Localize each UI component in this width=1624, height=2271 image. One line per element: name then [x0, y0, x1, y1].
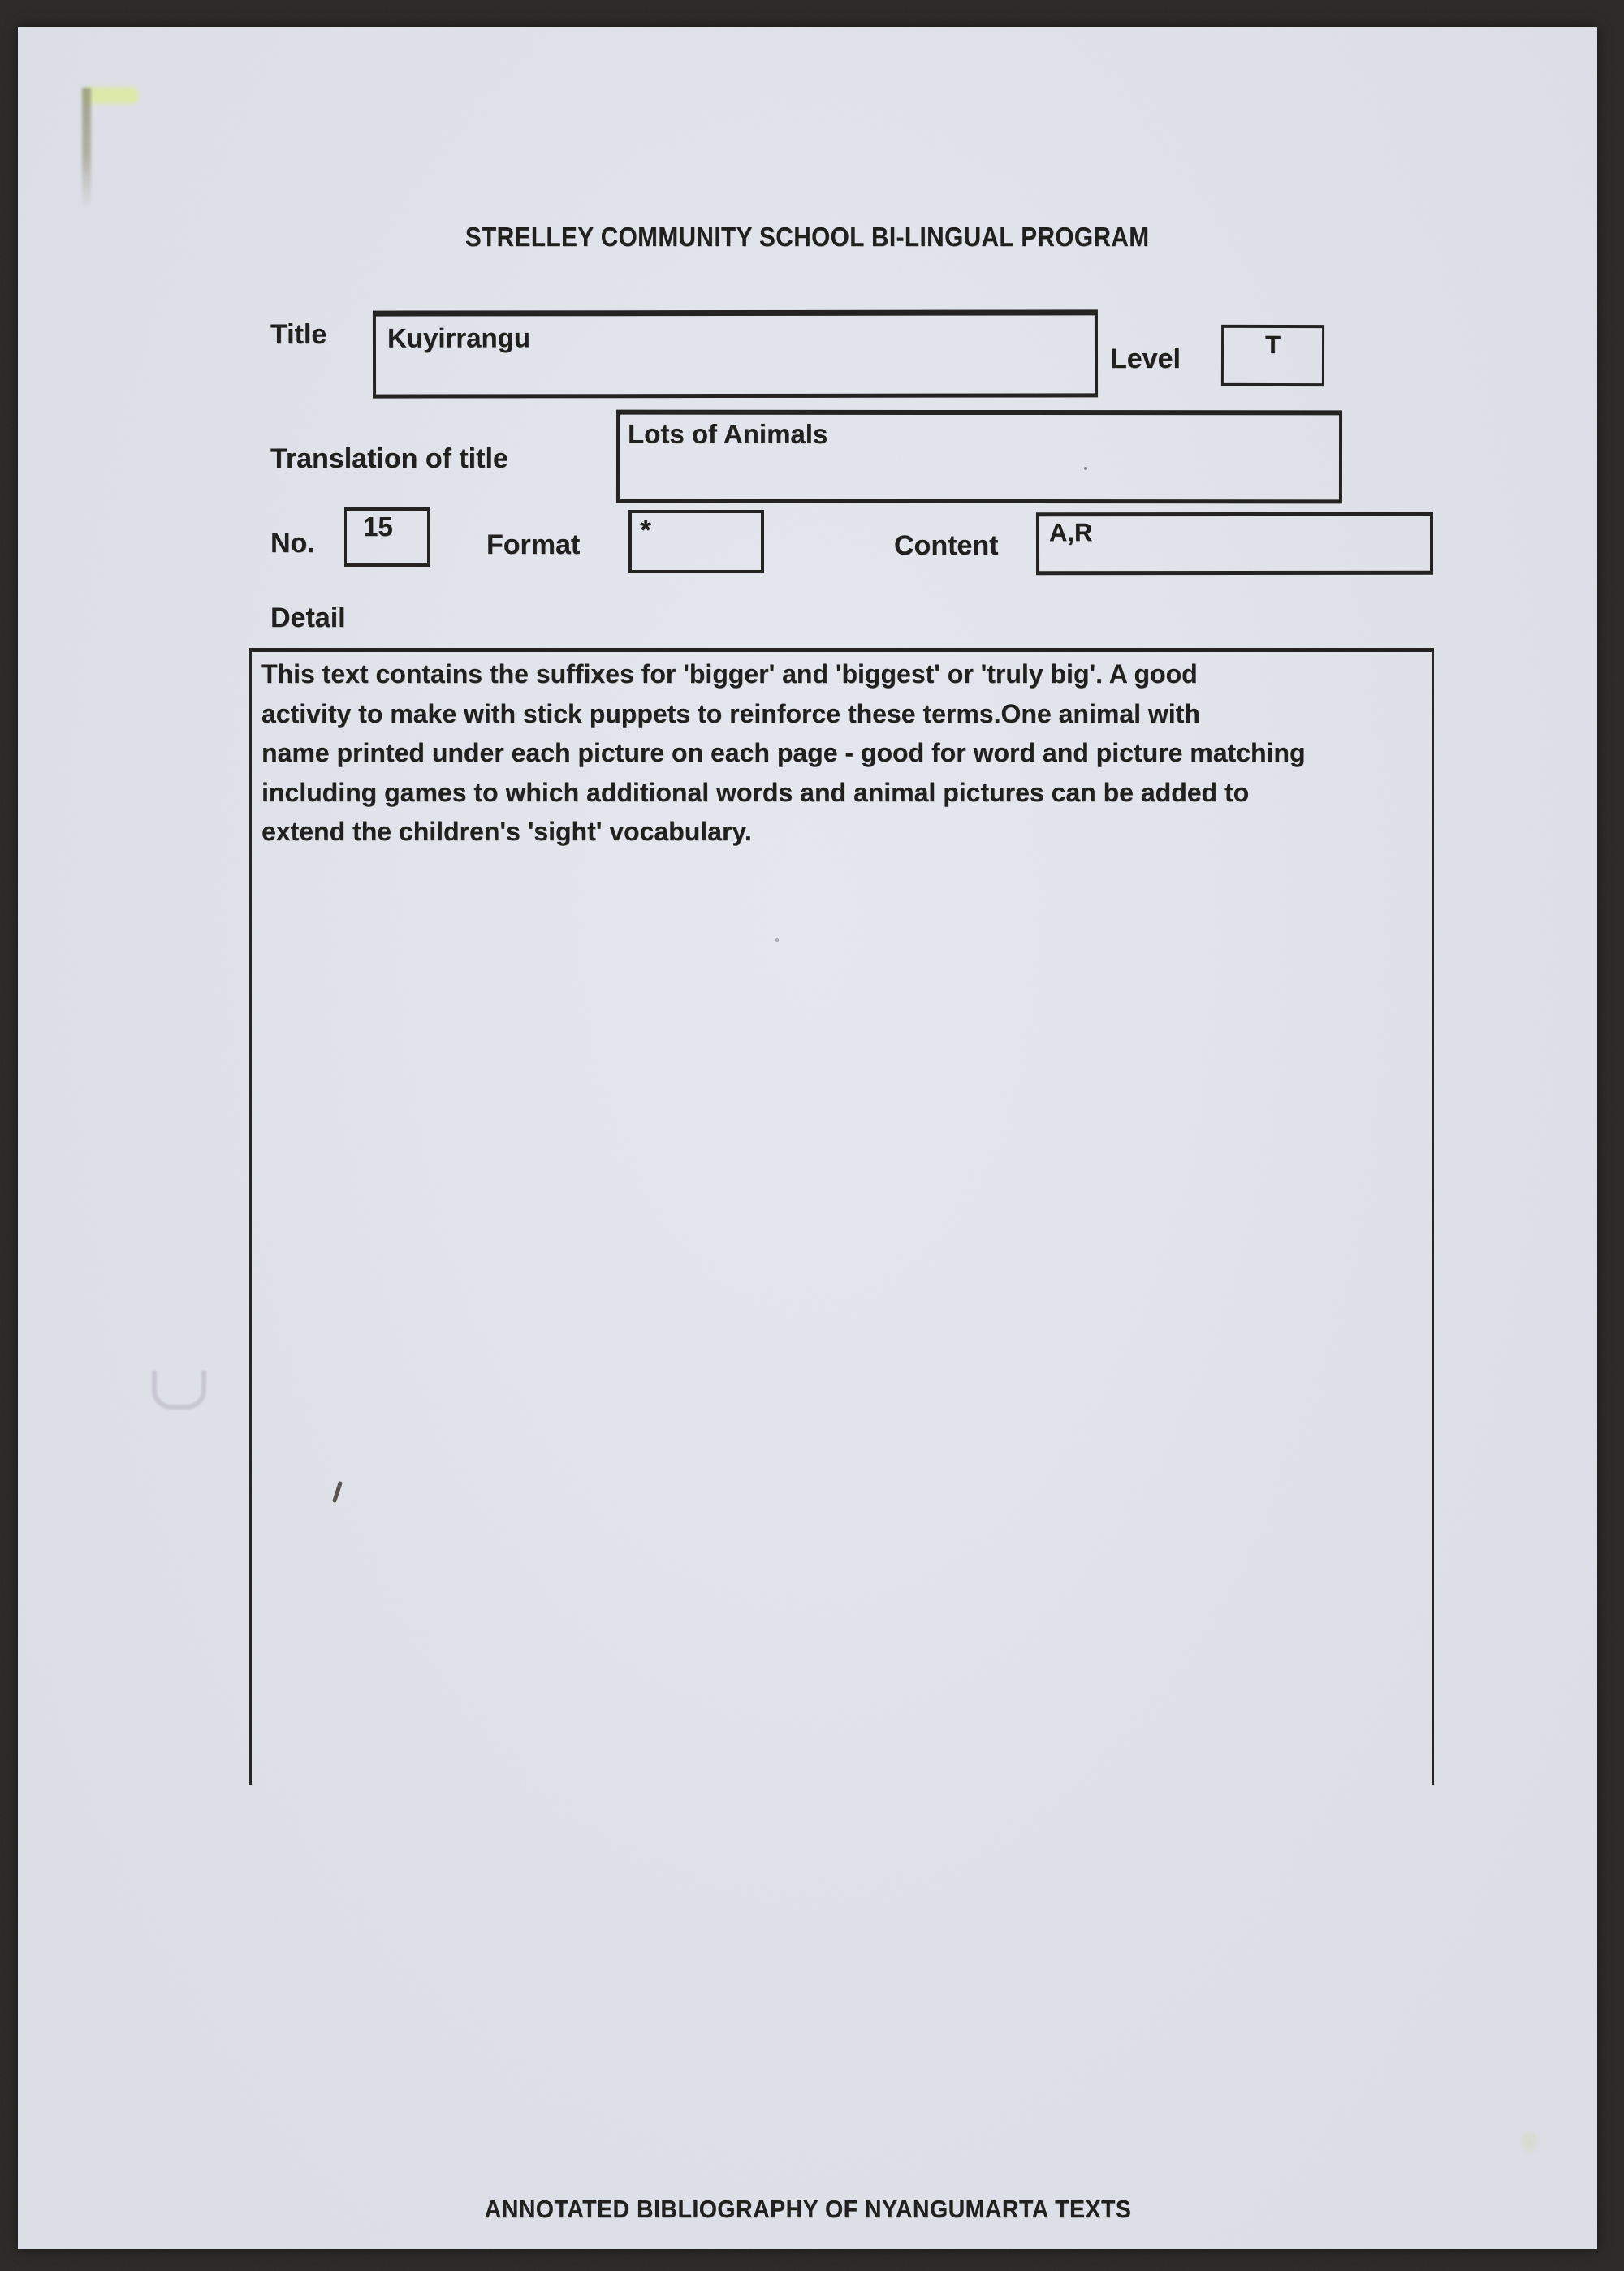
level-field-box — [1221, 325, 1324, 386]
pencil-mark — [152, 1371, 206, 1410]
document-footer-text: ANNOTATED BIBLIOGRAPHY OF NYANGUMARTA TEXTS — [484, 2195, 1131, 2223]
no-value: 15 — [363, 512, 393, 542]
format-label: Format — [486, 529, 581, 560]
format-field-box — [628, 510, 764, 573]
no-label: No. — [270, 528, 315, 559]
content-value: A,R — [1048, 518, 1093, 547]
level-value: T — [1265, 330, 1281, 360]
highlighter-stroke — [82, 88, 91, 209]
title-field-box — [373, 309, 1098, 398]
document-footer — [18, 2195, 1597, 2224]
content-label: Content — [894, 530, 999, 561]
highlighter-mark — [83, 87, 138, 104]
no-field-box — [344, 507, 430, 567]
content-field-box — [1036, 512, 1433, 575]
title-label: Title — [270, 319, 327, 350]
scan-speck — [775, 938, 779, 942]
translation-of-title-value: Lots of Animals — [628, 418, 828, 449]
document-header — [18, 222, 1597, 253]
level-label: Level — [1110, 343, 1181, 374]
detail-label: Detail — [270, 602, 346, 633]
detail-value: This text contains the suffixes for 'bigger' and 'biggest' or 'truly big'. A good activity to make with stick puppets to reinforce these terms.One animal with name printed under each picture on each page - good for word and picture matching including games to which additional words and animal pictures can be added to extend the children's 'sight' vocabulary. — [261, 659, 1306, 846]
translation-of-title-label: Translation of title — [270, 443, 508, 474]
format-value: * — [640, 513, 652, 546]
translation-of-title-field-box — [616, 410, 1342, 504]
scan-smudge — [1522, 2131, 1537, 2152]
document-header-text: STRELLEY COMMUNITY SCHOOL BI-LINGUAL PROGRAM — [465, 222, 1150, 252]
detail-field-box — [249, 648, 1434, 1785]
scan-speck — [1084, 467, 1087, 470]
title-value: Kuyirrangu — [387, 322, 531, 353]
document-page — [18, 27, 1597, 2249]
